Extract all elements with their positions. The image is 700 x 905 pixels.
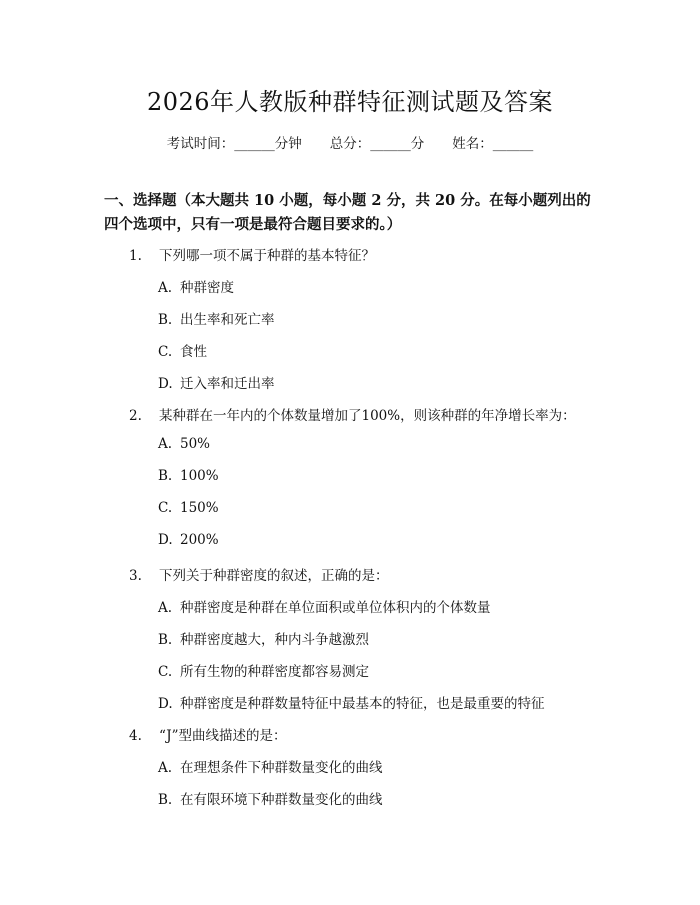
question-number: 1.: [129, 248, 142, 264]
option-3c: [158, 660, 369, 680]
question-number: 3.: [129, 568, 142, 584]
page-title: 2026年人教版种群特征测试题及答案: [146, 88, 554, 116]
option-letter: B.: [158, 312, 173, 328]
option-letter: B.: [158, 468, 173, 484]
option-1a: [158, 276, 234, 296]
option-text: 迁入率和迁出率: [180, 376, 275, 392]
option-3d: [158, 692, 545, 712]
question-3: [129, 564, 389, 584]
option-2a: [158, 436, 210, 452]
question-number: 2.: [129, 408, 142, 424]
exam-time-field: 考试时间：______分钟: [166, 136, 302, 152]
question-text: 下列哪一项不属于种群的基本特征？: [159, 248, 375, 264]
option-4b: [158, 788, 383, 808]
option-4a: [158, 756, 383, 776]
option-text: 出生率和死亡率: [180, 312, 275, 328]
option-1c: [158, 340, 207, 360]
option-2b: [158, 468, 219, 484]
option-letter: D.: [158, 376, 173, 392]
option-text: 种群密度越大，种内斗争越激烈: [180, 632, 369, 648]
question-number: 4.: [129, 728, 142, 744]
option-text: 在理想条件下种群数量变化的曲线: [180, 760, 383, 776]
option-text: 所有生物的种群密度都容易测定: [180, 664, 369, 680]
option-letter: D.: [158, 532, 173, 548]
question-text: “J”型曲线描述的是：: [159, 728, 287, 744]
question-1: [129, 244, 375, 264]
option-text: 种群密度是种群数量特征中最基本的特征，也是最重要的特征: [180, 696, 545, 712]
option-text: 150%: [180, 500, 219, 516]
option-letter: A.: [158, 436, 173, 452]
option-3b: [158, 628, 369, 648]
option-text: 在有限环境下种群数量变化的曲线: [180, 792, 383, 808]
question-text: 下列关于种群密度的叙述，正确的是：: [159, 568, 389, 584]
section-heading-choice: 一、选择题（本大题共 10 小题，每小题 2 分，共 20 分。在每小题列出的四个选项中，只有一项是最符合题目要求的。）: [104, 192, 591, 233]
option-letter: C.: [158, 500, 173, 516]
option-letter: C.: [158, 664, 173, 680]
exam-meta: [0, 132, 700, 152]
option-1d: [158, 372, 275, 392]
question-2: [129, 404, 576, 424]
option-text: 200%: [180, 532, 219, 548]
option-letter: B.: [158, 632, 173, 648]
option-letter: A.: [158, 280, 173, 296]
option-3a: [158, 596, 491, 616]
option-letter: B.: [158, 792, 173, 808]
option-letter: D.: [158, 696, 173, 712]
option-2d: [158, 532, 219, 548]
student-name-field: 姓名：______: [452, 136, 534, 152]
option-letter: C.: [158, 344, 173, 360]
option-text: 50%: [180, 436, 211, 452]
option-letter: A.: [158, 600, 173, 616]
option-text: 100%: [180, 468, 219, 484]
question-4: [129, 724, 287, 744]
option-letter: A.: [158, 760, 173, 776]
option-1b: [158, 308, 275, 328]
question-text: 某种群在一年内的个体数量增加了100%，则该种群的年净增长率为：: [159, 408, 576, 424]
option-text: 种群密度: [180, 280, 234, 296]
option-text: 食性: [180, 344, 207, 360]
total-score-field: 总分：______分: [329, 136, 425, 152]
option-2c: [158, 500, 219, 516]
option-text: 种群密度是种群在单位面积或单位体积内的个体数量: [180, 600, 491, 616]
